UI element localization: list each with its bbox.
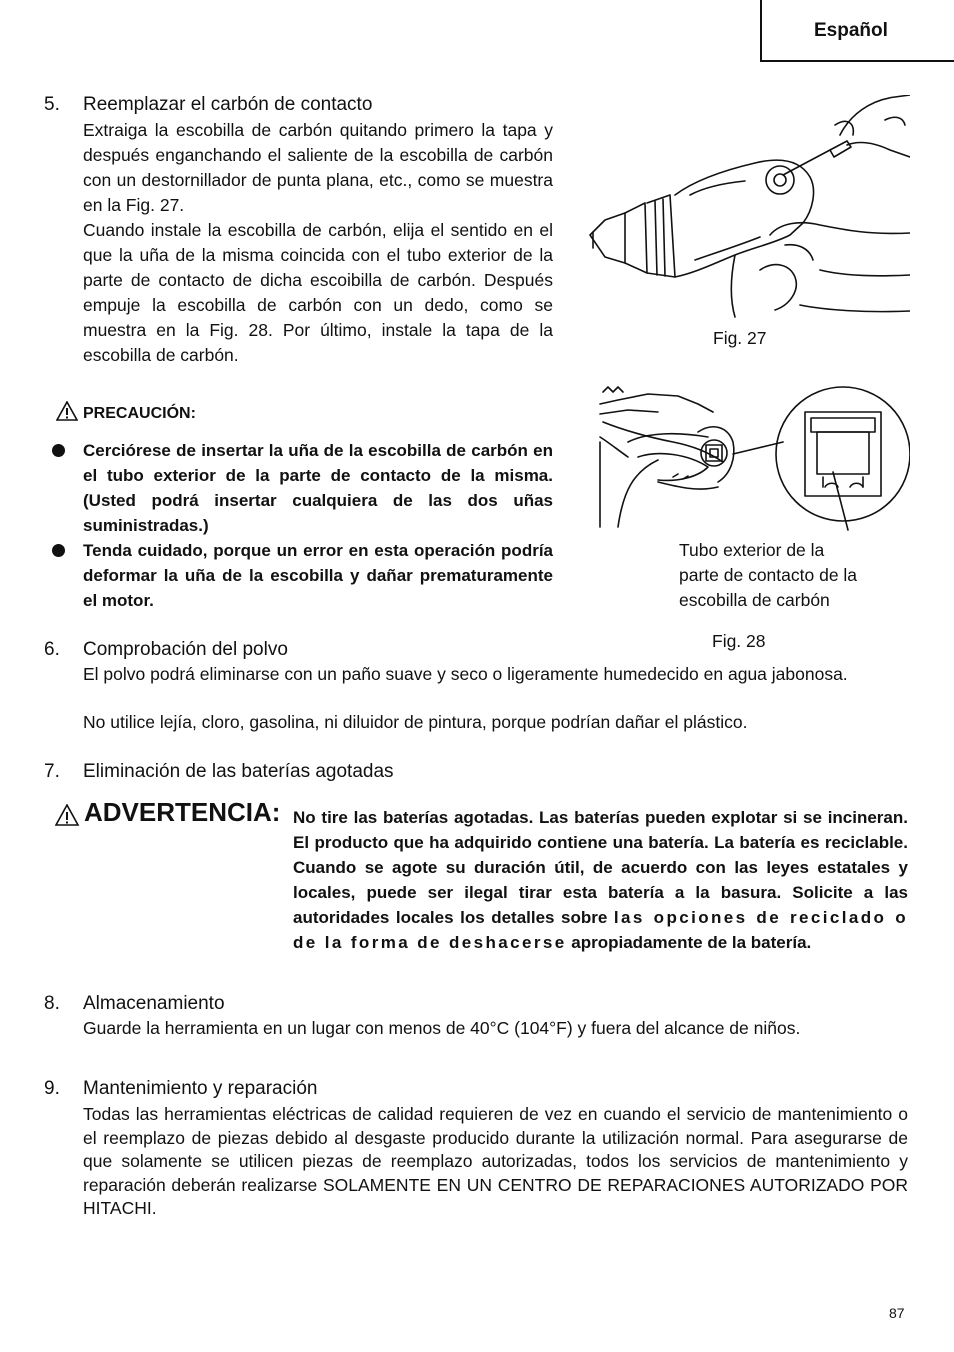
fig-27-illustration: [585, 95, 910, 320]
section-9-number: 9.: [44, 1078, 60, 1099]
section-8-paragraph: Guarde la herramienta en un lugar con menos de 40°C (104°F) y fuera del alcance de niños.: [83, 1018, 801, 1038]
section-8-title: Almacenamiento: [83, 993, 225, 1014]
section-5-number: 5.: [44, 94, 60, 115]
fig-28-illustration: [598, 382, 910, 532]
caution-bullet-1-marker: [52, 444, 65, 457]
advertencia-text-end: apropiadamente de la batería.: [571, 933, 812, 952]
section-6-paragraph-1: El polvo podrá eliminarse con un paño suave y seco o ligeramente humedecido en agua jabonosa.: [83, 664, 848, 684]
section-5-paragraph-2: Cuando instale la escobilla de carbón, elija el sentido en el que la uña de la misma coincida con el tubo exterior de la parte de contacto de dicha escoibilla de carbón. Después empuje la escobilla de carbón con un dedo, como se muestra en la Fig. 28. Por último, instale la tapa de la escobilla de carbón.: [83, 220, 553, 365]
fig-28-callout-line-2: parte de contacto de la: [679, 565, 858, 585]
fig-27-caption: Fig. 27: [713, 328, 767, 348]
fig-28-callout-line-1: Tubo exterior de la: [679, 540, 825, 560]
section-7-title: Eliminación de las baterías agotadas: [83, 761, 394, 782]
advertencia-text-spaced: las opciones de reciclado o de la forma de deshacerse: [293, 908, 908, 952]
caution-warning-icon: [56, 401, 78, 421]
advertencia-text-main: No tire las baterías agotadas. Las baterías pueden explotar si se incineran. El producto que ha adquirido contiene una batería. La batería es reciclable. Cuando se agote su duración útil, de acuerdo con las leyes estatales y locales, puede ser ilegal tirar esta batería a la basura. Solicite a las autoridades locales los detalles sobre: [293, 808, 908, 927]
section-9-title: Mantenimiento y reparación: [83, 1078, 318, 1099]
fig-28-callout-line-3: escobilla de carbón: [679, 590, 830, 610]
caution-bullet-1: Cerciórese de insertar la uña de la escobilla de carbón en el tubo exterior de la parte de contacto de la misma. (Usted podrá insertar cualquiera de las dos uñas suministradas.): [83, 441, 553, 535]
section-6-title: Comprobación del polvo: [83, 639, 288, 660]
language-label: Español: [814, 20, 888, 41]
section-6-number: 6.: [44, 639, 60, 660]
section-8-number: 8.: [44, 993, 60, 1014]
caution-bullet-2: Tenda cuidado, porque un error en esta operación podría deformar la uña de la escobilla y dañar prematuramente el motor.: [83, 541, 553, 610]
language-tab: [760, 0, 954, 62]
caution-label: PRECAUCIÓN:: [83, 405, 196, 422]
advertencia-warning-icon: [55, 804, 79, 826]
page-number: 87: [889, 1305, 905, 1321]
advertencia-text: [293, 805, 908, 955]
section-6-paragraph-2: No utilice lejía, cloro, gasolina, ni diluidor de pintura, porque podrían dañar el plástico.: [83, 712, 748, 732]
section-5-paragraph-1: Extraiga la escobilla de carbón quitando primero la tapa y después enganchando el saliente de la escobilla de carbón con un destornillador de punta plana, etc., como se muestra en la Fig. 27.: [83, 120, 553, 215]
section-5-title: Reemplazar el carbón de contacto: [83, 94, 373, 115]
section-7-number: 7.: [44, 761, 60, 782]
caution-bullet-2-marker: [52, 544, 65, 557]
section-9-paragraph: Todas las herramientas eléctricas de calidad requieren de vez en cuando el servicio de mantenimiento o el reemplazo de piezas debido al desgaste producido durante la utilización normal. Para asegurarse de que solamente se utilicen piezas de reemplazo autorizadas, todos los servicios de mantenimiento y reparación deberán realizarse SOLAMENTE EN UN CENTRO DE REPARACIONES AUTORIZADO POR HITACHI.: [83, 1104, 908, 1218]
fig-28-caption: Fig. 28: [712, 631, 766, 651]
advertencia-label: ADVERTENCIA:: [84, 797, 281, 827]
